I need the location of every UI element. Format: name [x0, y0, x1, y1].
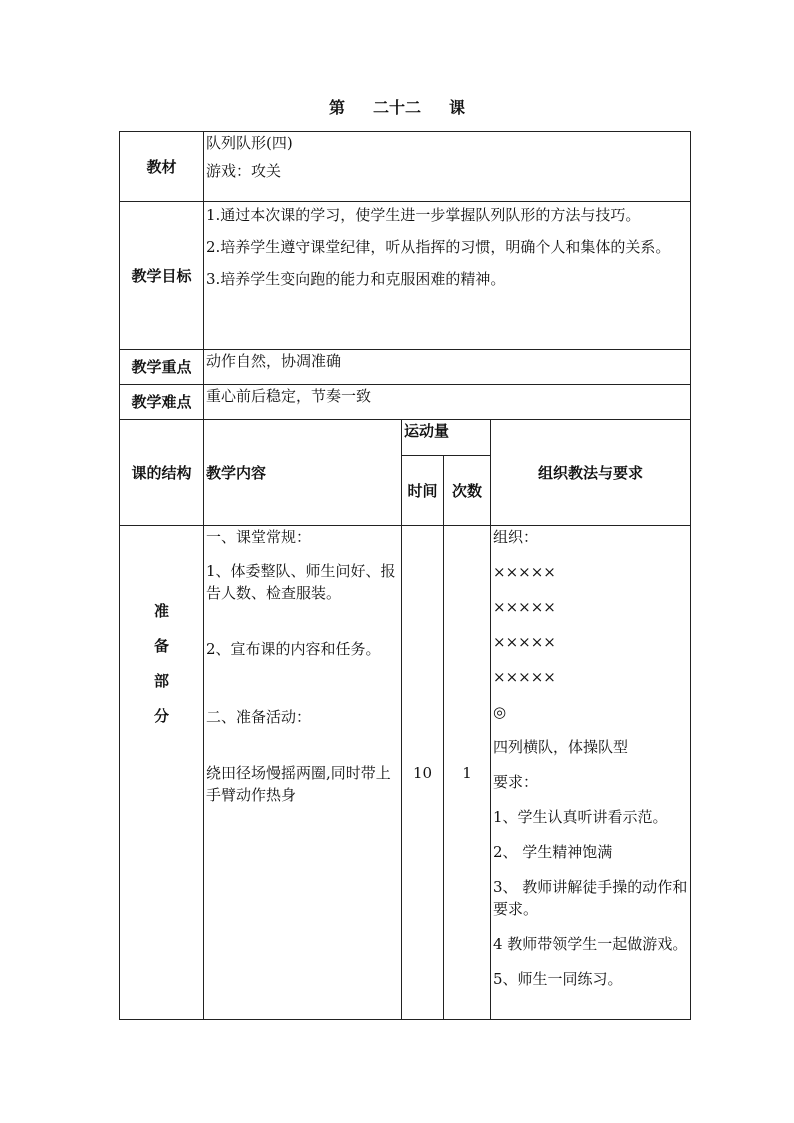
objectives-row — [120, 202, 691, 350]
prep-label-char-3: 部 — [153, 672, 169, 690]
requirement-5: 5、师生一同练习。 — [493, 970, 623, 988]
header-count: 次数 — [444, 456, 491, 526]
key-points-label: 教学重点 — [120, 350, 204, 385]
difficulties-row — [120, 385, 691, 420]
lesson-title — [0, 95, 794, 118]
objective-item-1: 1.通过本次课的学习，使学生进一步掌握队列队形的方法与技巧。 — [206, 206, 641, 224]
prep-label — [120, 526, 204, 1020]
material-label: 教材 — [120, 132, 204, 202]
prep-organization — [491, 526, 691, 1020]
prep-label-char-4: 分 — [153, 707, 169, 725]
header-method: 组织教法与要求 — [491, 420, 691, 526]
header-load: 运动量 — [402, 420, 491, 456]
prep-content-line-5: 绕田径场慢摇两圈,同时带上手臂动作热身 — [206, 764, 391, 804]
org-line-requirements: 要求： — [493, 773, 539, 791]
requirement-1: 1、学生认真听讲看示范。 — [493, 808, 668, 826]
difficulties-label: 教学难点 — [120, 385, 204, 420]
requirement-2: 2、 学生精神饱满 — [493, 843, 613, 861]
material-row — [120, 132, 691, 202]
header-structure: 课的结构 — [120, 420, 204, 526]
org-line-formation: 四列横队，体操队型 — [493, 738, 629, 756]
prep-content — [204, 526, 402, 1020]
material-line-1: 队列队形(四) — [206, 134, 293, 152]
key-points-row — [120, 350, 691, 385]
prep-label-char-1: 准 — [153, 602, 169, 620]
org-line-1: 组织： — [493, 528, 539, 546]
requirement-4: 4 教师带领学生一起做游戏。 — [493, 935, 688, 953]
title-part-3: 课 — [449, 98, 466, 117]
prep-content-line-2: 1、体委整队、师生问好、报告人数、检查服装。 — [206, 562, 396, 602]
requirement-3: 3、 教师讲解徒手操的动作和要求。 — [493, 878, 688, 918]
prep-time: 10 — [402, 526, 444, 1020]
lesson-plan-table — [119, 131, 691, 1020]
prep-row — [120, 526, 691, 1020]
teacher-symbol: ◎ — [493, 703, 507, 721]
prep-content-line-4: 二、准备活动： — [206, 708, 312, 726]
prep-label-char-2: 备 — [153, 637, 169, 655]
header-content: 教学内容 — [204, 420, 402, 526]
material-line-2: 游戏：攻关 — [206, 162, 282, 180]
formation-row-4: ××××× — [493, 668, 556, 686]
prep-content-line-3: 2、宣布课的内容和任务。 — [206, 640, 381, 658]
title-part-2: 二十二 — [372, 98, 421, 117]
objective-item-2: 2.培养学生遵守课堂纪律，听从指挥的习惯，明确个人和集体的关系。 — [206, 238, 671, 256]
structure-header-row — [120, 420, 691, 456]
key-points-value: 动作自然，协凋准确 — [204, 350, 691, 385]
formation-row-1: ××××× — [493, 563, 556, 581]
prep-count: 1 — [444, 526, 491, 1020]
difficulties-value: 重心前后稳定，节奏一致 — [204, 385, 691, 420]
prep-content-line-1: 一、课堂常规： — [206, 528, 312, 546]
formation-row-2: ××××× — [493, 598, 556, 616]
title-part-1: 第 — [328, 98, 345, 117]
objective-item-3: 3.培养学生变向跑的能力和克服困难的精神。 — [206, 270, 506, 288]
objectives-value — [204, 202, 691, 350]
formation-row-3: ××××× — [493, 633, 556, 651]
objectives-label: 教学目标 — [120, 202, 204, 350]
header-time: 时间 — [402, 456, 444, 526]
material-value — [204, 132, 691, 202]
